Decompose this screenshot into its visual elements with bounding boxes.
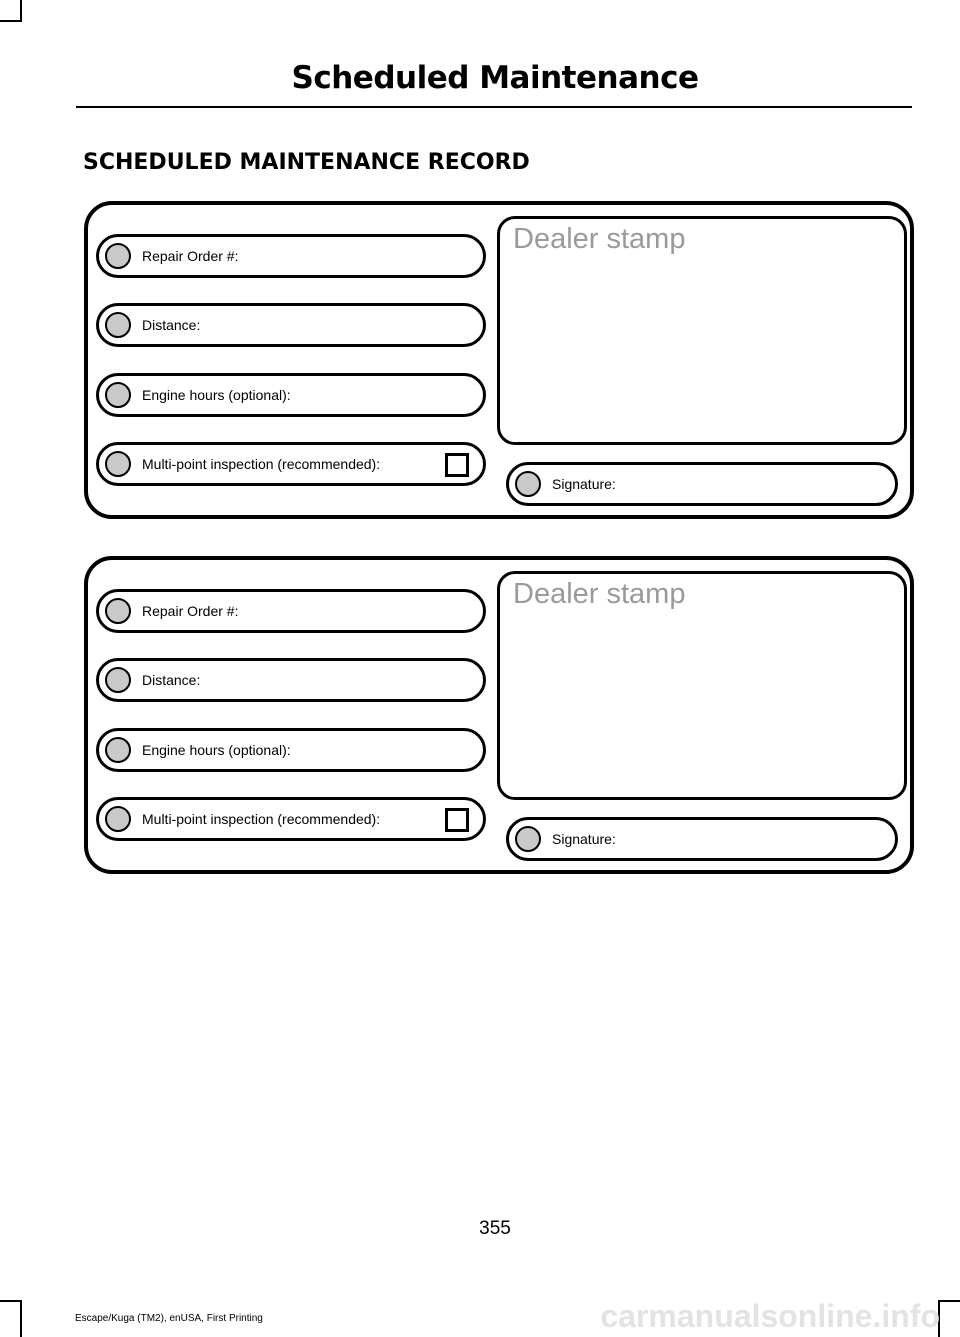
crop-mark <box>938 1300 960 1302</box>
circle-icon <box>105 312 131 338</box>
publication-info: Escape/Kuga (TM2), enUSA, First Printing <box>75 1313 263 1324</box>
crop-mark <box>0 20 22 22</box>
engine-hours-label: Engine hours (optional): <box>142 742 291 758</box>
circle-icon <box>105 598 131 624</box>
repair-order-field[interactable] <box>96 234 486 278</box>
circle-icon <box>105 737 131 763</box>
engine-hours-label: Engine hours (optional): <box>142 387 291 403</box>
circle-icon <box>105 243 131 269</box>
multipoint-inspection-checkbox[interactable] <box>445 453 469 477</box>
circle-icon <box>105 806 131 832</box>
crop-mark <box>20 1300 22 1337</box>
engine-hours-field[interactable] <box>96 373 486 417</box>
signature-label: Signature: <box>552 476 616 492</box>
multipoint-inspection-label: Multi-point inspection (recommended): <box>142 811 381 827</box>
circle-icon <box>105 382 131 408</box>
page-number: 355 <box>479 1218 511 1239</box>
multipoint-inspection-field <box>96 797 486 841</box>
engine-hours-field[interactable] <box>96 728 486 772</box>
signature-field[interactable] <box>506 462 898 506</box>
section-title: SCHEDULED MAINTENANCE RECORD <box>83 150 530 175</box>
circle-icon <box>105 451 131 477</box>
crop-mark <box>20 0 22 22</box>
signature-field[interactable] <box>506 817 898 861</box>
distance-field[interactable] <box>96 658 486 702</box>
multipoint-inspection-field <box>96 442 486 486</box>
header-divider <box>76 106 912 108</box>
multipoint-inspection-checkbox[interactable] <box>445 808 469 832</box>
chapter-title: Scheduled Maintenance <box>291 60 699 96</box>
watermark: carmanualsonline.info <box>600 1298 940 1334</box>
crop-mark <box>0 1300 22 1302</box>
circle-icon <box>515 471 541 497</box>
multipoint-inspection-label: Multi-point inspection (recommended): <box>142 456 381 472</box>
signature-label: Signature: <box>552 831 616 847</box>
dealer-stamp-box <box>497 216 907 445</box>
dealer-stamp-label: Dealer stamp <box>513 223 686 255</box>
circle-icon <box>515 826 541 852</box>
repair-order-field[interactable] <box>96 589 486 633</box>
distance-field[interactable] <box>96 303 486 347</box>
dealer-stamp-box <box>497 571 907 800</box>
circle-icon <box>105 667 131 693</box>
distance-label: Distance: <box>142 672 201 688</box>
repair-order-label: Repair Order #: <box>142 248 239 264</box>
distance-label: Distance: <box>142 317 201 333</box>
repair-order-label: Repair Order #: <box>142 603 239 619</box>
dealer-stamp-label: Dealer stamp <box>513 578 686 610</box>
